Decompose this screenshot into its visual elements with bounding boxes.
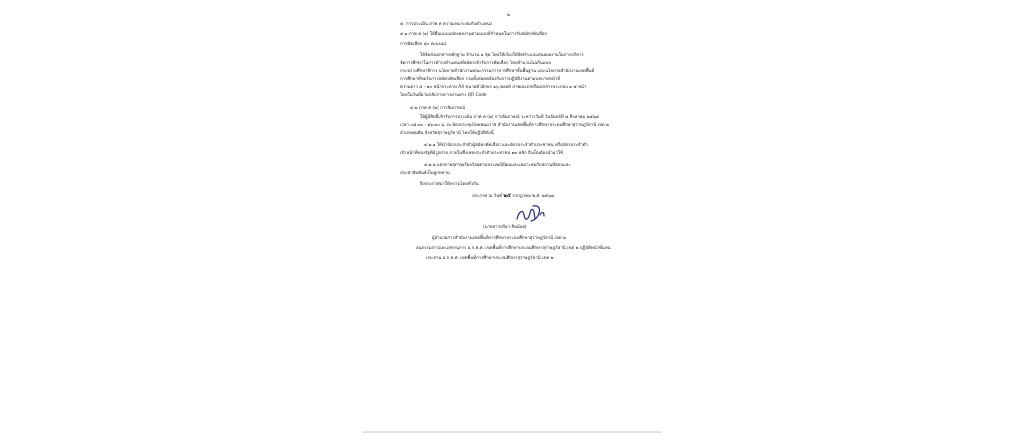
body-line: เจ้าหน้าที่ของรัฐที่มีรูปถ่าย ภายในซึ่งเลขประจำตัวประชาชน ๑๓ หลัก ถึงเป็นต้องนำมาใช้ (400, 151, 563, 156)
page-number: ๒ (507, 13, 510, 18)
signer-title: อนุกรรมการและเลขานุการ อ.ก.ค.ศ. เขตพื้นที่การศึกษาประถมศึกษาสุราษฎร์ธานี เขต ๒ ปฏิบัติหน้าที่แทน (416, 246, 611, 251)
document-page (362, 0, 662, 433)
section-heading: ๔. การประเมิน ภาค ค ความเหมาะสมกับตำแหน่ง (400, 22, 492, 27)
subsection-heading: ๔.๒ ภาค ค (๒) การสัมภาษณ์ (410, 106, 465, 111)
announce-prefix: ประกาศ ณ วันที่ (472, 194, 502, 199)
signer-name: (นายสาวปรียา สินน้อย) (483, 225, 527, 230)
body-line: ๔.๒.๑ ให้นำบัตรประจำตัวผู้สมัครคัดเลือก และบัตรประจำตัวประชาชน หรือบัตรประจำตัว (424, 143, 588, 148)
closing-line: จึงประกาศมาให้ทราบโดยทั่วกัน (420, 182, 479, 187)
announce-day: ๒๕ (503, 193, 512, 199)
body-line: ๔.๑ ภาค ค (๑) ให้ยื่นแบบแสดงผลงานตามแบบที่กำหนดในการรับสมัครคัดเลือก (400, 32, 548, 37)
signer-title: ผู้อำนวยการสำนักงานเขตพื้นที่การศึกษาประถมศึกษาสุราษฎร์ธานี เขต ๒ (432, 236, 566, 241)
body-line: ให้จัดส่งเอกสารหลักฐาน จำนวน ๑ ชุด โดยให้เรียงให้จัดทำแบบเสนอผลงานในการบริหาร (420, 53, 584, 58)
signature-icon (513, 203, 549, 225)
body-line: อำเภอพุนพิน จังหวัดสุราษฎร์ธานี โดยให้ปฏิบัติดังนี้ (400, 131, 494, 136)
body-line: ให้ผู้มีสิทธิ์เข้ารับการประเมิน ภาค ค (๒) การสัมภาษณ์ ระหว่างวันที่ วันจันทร์ที่ ๘ สิงหาคม ๒๕๖๘ (420, 115, 599, 120)
signer-title: ประธาน อ.ก.ค.ศ. เขตพื้นที่การศึกษาประถมศึกษาสุราษฎร์ธานี เขต ๒ (426, 256, 554, 261)
body-line: ความยาว ๕ - ๑๐ หน้ากระดาษ A4 ขนาดตัวอักษร ๑๖ พอยท์ ภาคผนวกหรือเอกสารประกอบ ๑-๕ หน้า (400, 85, 587, 90)
announce-date (472, 193, 554, 200)
body-line: ประชาสัมพันธ์เป็นลูกหลาน (400, 171, 450, 176)
body-line: การศึกษาที่ขอรับการสมัครคัดเลือก รวมทั้งสอดคล้องกับการปฏิบัติงานตามบทบาทหน้าที่ (400, 77, 561, 82)
body-line: การคัดเลือก ๕๐ คะแนน) (400, 42, 447, 47)
body-line: จัดการศึกษาในการดำรงตำแหน่งที่สมัครเข้ารับการคัดเลือก โดยจำนวนไม่เกินแบบ (400, 61, 552, 66)
body-line: กระทรวงศึกษาธิการ นโยบายสำนักงานคณะกรรมการการศึกษาขั้นพื้นฐาน และนโยบายสำนักงานเขตพื้นที่ (400, 69, 595, 74)
body-line: ๔.๒.๒ แต่งกายสุภาพเรียบร้อยตามประเพณีนิยมและเหมาะสมกับสถานที่สอบและ (424, 163, 571, 168)
body-line: โดยในวันที่ผ่านกลับรายการผ่านทาง QR Code (400, 93, 487, 98)
body-line: เวลา ๐๘.๓๐ - ๑๖.๓๐ น. ณ ห้องประชุมไทยพนมวาส สำนักงานเขตพื้นที่การศึกษาประถมศึกษาสุราษฎร์ธานี เขต ๒ (400, 123, 609, 128)
announce-month-year: กรกฎาคม พ.ศ. ๒๕๖๘ (512, 194, 555, 199)
